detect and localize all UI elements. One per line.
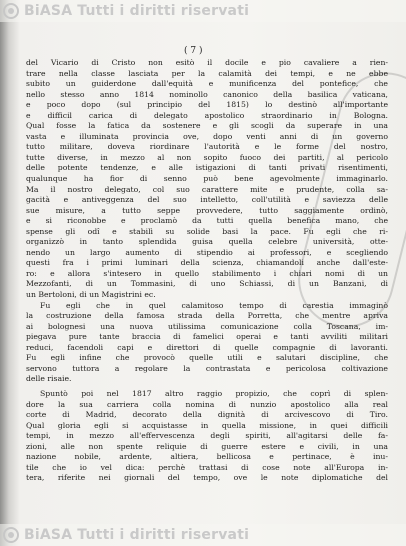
library-logo-icon <box>3 3 19 19</box>
text-line: e si riconobbe e proclamò da tutti quella benefica mano, che <box>26 216 388 226</box>
text-line: nazione nobile, ardente, altiera, bellicosa e pertinace, è inu- <box>26 452 388 462</box>
text-line: nello stesso anno 1814 nominollo canonico della basilica vaticana, <box>26 89 388 99</box>
text-line: e difficil carica di delegato apostolico straordinario in Bologna. <box>26 110 388 120</box>
text-line: Ma il nostro delegato, col suo carattere mite e prudente, colla sa- <box>26 184 388 194</box>
text-line: del Vicario di Cristo non esitò il docile e pio cavaliere a rien- <box>26 58 388 67</box>
text-line: piegava pure tante braccia di famelici operai e tanti avviliti militari <box>26 332 388 342</box>
text-line: la costruzione della famosa strada della Porretta, che mentre apriva <box>26 311 388 321</box>
watermark-text: BiASA Tutti i diritti riservati <box>24 3 250 19</box>
text-line: delle potente tendenze, e alle istigazioni di tanti privati risentimenti, <box>26 163 388 173</box>
text-line: e poco dopo (sul principio del 1815) lo destinò all'importante <box>26 100 388 110</box>
text-line: Fu egli che in quel calamitoso tempo di carestia immaginò <box>40 300 388 310</box>
document-body <box>26 58 388 484</box>
text-line: vasta e illuminata provincia ove, dopo venti anni di un governo <box>26 131 388 141</box>
text-line: ro: e allora s'intesero in quello stabilimento i chiari nomi di un <box>26 268 388 278</box>
text-line: corte di Madrid, decorato della dignità di arcivescovo di Tiro. <box>26 410 388 420</box>
text-line: sue misure, a tutto seppe provvedere, tutto saggiamente ordinò, <box>26 205 388 215</box>
page-number: ( 7 ) <box>184 46 203 56</box>
text-line: dore la sua carriera colla nomina di nunzio apostolico alla real <box>26 399 388 409</box>
text-line: delle risaie. <box>26 374 72 384</box>
text-line: qualunque ha fior di senno può bene agevolmente immaginarlo. <box>26 174 388 184</box>
text-line: organizzò in tanto splendida guisa quella celebre università, otte- <box>26 237 388 247</box>
text-line: zioni, alle non spente reliquie di guerre estere e civili, in una <box>26 441 388 451</box>
text-line: Spuntò poi nel 1817 altro raggio propizio, che coprì di splen- <box>40 388 388 398</box>
text-line: tutto militare, doveva riordinare l'autorità e le forme del nostro, <box>26 142 388 152</box>
text-line: Qual fosse la fatica da sostenere e gli scogli da superare in una <box>26 121 388 131</box>
watermark-text: BiASA Tutti i diritti riservati <box>24 527 250 543</box>
text-line: tempi, in mezzo all'effervescenza degli spiriti, all'agitarsi delle fa- <box>26 431 388 441</box>
text-line: tutte diverse, in mezzo al non sopito fuoco dei partiti, al pericolo <box>26 152 388 162</box>
watermark-top <box>0 0 406 22</box>
text-line: spense gli odî e stabilì su solide basi la pace. Fu egli che ri- <box>26 226 388 236</box>
watermark-bottom <box>0 524 406 546</box>
text-line: Fu egli infine che provocò quelle utili e salutari discipline, che <box>26 353 388 363</box>
text-line: nendo un largo aumento di stipendio ai professori, e scegliendo <box>26 247 388 257</box>
text-line: gacità e antiveggenza del suo intelletto, coll'utilità e saviezza delle <box>26 195 388 205</box>
library-logo-icon <box>3 527 19 543</box>
text-line: questi fra i primi luminari della scienza, chiamandoli anche dall'este- <box>26 258 388 268</box>
text-line: Mezzofanti, di un Tommasini, di uno Schiassi, di un Banzani, di <box>26 279 388 289</box>
text-line: Qual gloria egli si acquistasse in quella missione, in quei difficili <box>26 420 388 430</box>
text-line: servono tuttora a regolare la contrastata e pericolosa coltivazione <box>26 363 388 373</box>
text-line: ai bolognesi una nuova utilissima comunicazione colla Toscana, im- <box>26 321 388 331</box>
text-line: subito un guiderdone dall'equità e munificenza del pontefice, che <box>26 79 388 89</box>
text-line: trare nella classe lasciata per la calamità dei tempi, e ne ebbe <box>26 68 388 78</box>
text-line: tera, riferite nei giornali del tempo, ove le note diplomatiche del <box>26 473 388 483</box>
text-line: reduci, facendoli capi e direttori di quelle compagnie di lavoranti. <box>26 342 388 352</box>
text-line: un Bertoloni, di un Magistrini ec. <box>26 290 156 300</box>
text-line: tile che io vel dica: perchè trattasi di cose note all'Europa in- <box>26 462 388 472</box>
